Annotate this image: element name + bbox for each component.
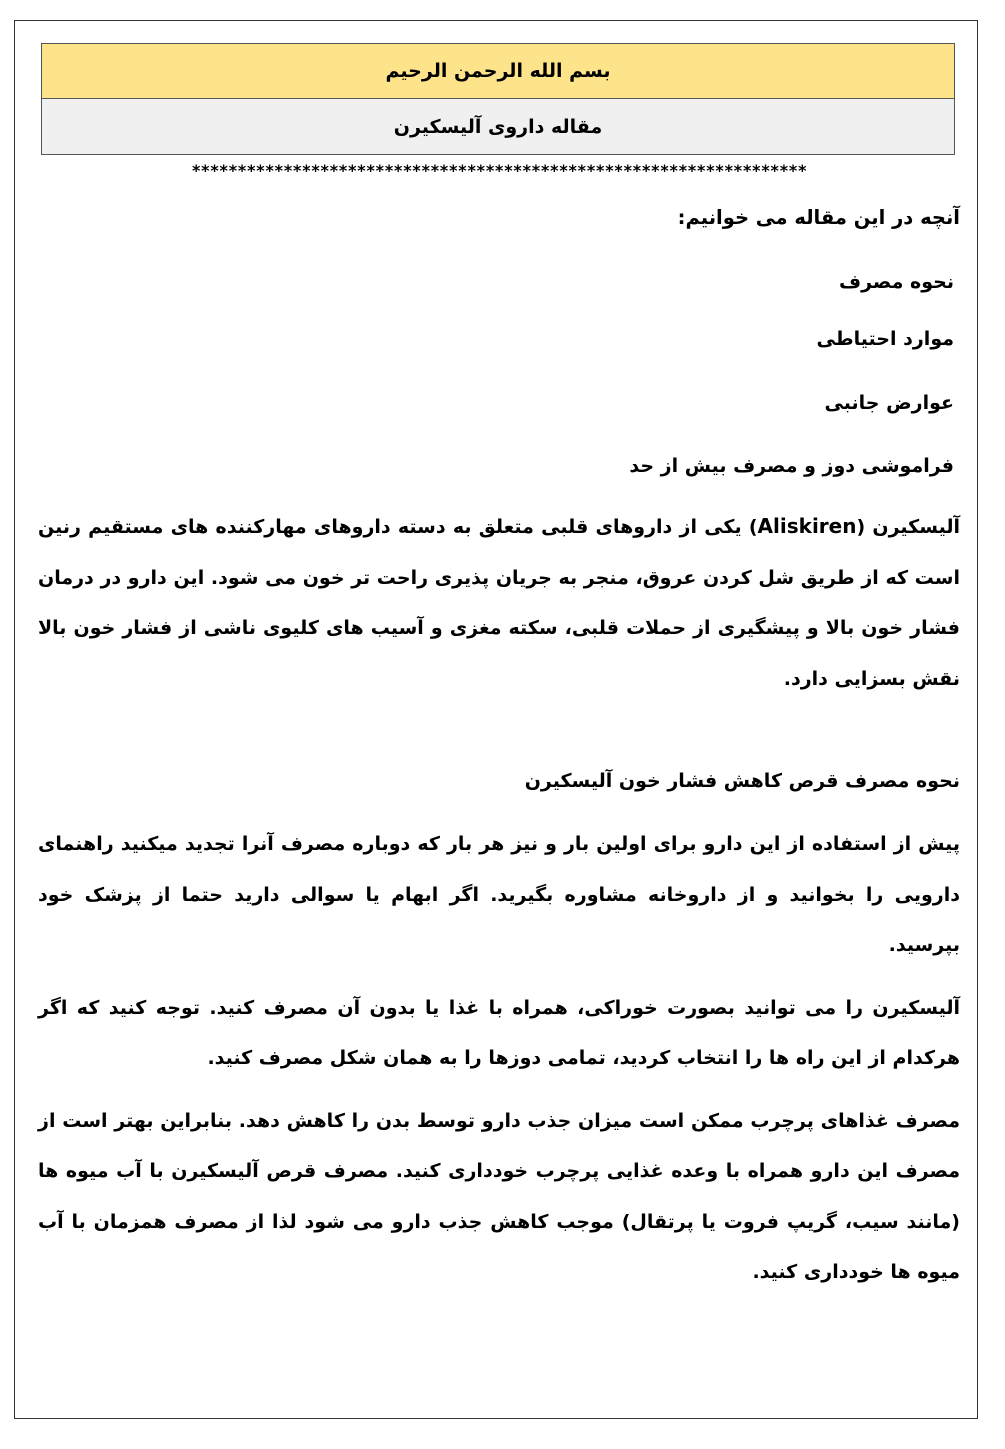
- intro-paragraph: [38, 501, 960, 704]
- toc-item-usage: نحوه مصرف: [839, 271, 954, 293]
- table-of-contents: [38, 267, 960, 481]
- drug-latin-name: Aliskiren: [757, 514, 857, 538]
- intro-lead: آلیسکیرن (: [856, 516, 960, 538]
- usage-section-heading: نحوه مصرف قرص کاهش فشار خون آلیسکیرن: [524, 770, 960, 792]
- toc-heading: آنچه در این مقاله می خوانیم:: [677, 206, 960, 229]
- toc-item-side-effects: عوارض جانبی: [824, 392, 954, 414]
- article-content: [38, 196, 960, 1298]
- article-title: مقاله داروی آلیسکیرن: [42, 99, 954, 154]
- toc-item-missed-dose: فراموشی دوز و مصرف بیش از حد: [629, 455, 954, 477]
- toc-item-precautions: موارد احتیاطی: [816, 328, 954, 350]
- usage-paragraph-3: مصرف غذاهای پرچرب ممکن است میزان جذب دارو توسط بدن را کاهش دهد. بنابراین بهتر است از مصرف این دارو همراه با وعده غذایی پرچرب خودداری کنید. مصرف قرص آلیسکیرن با آب میوه ها (مانند سیب، گریپ فروت یا پرتقال) موجب کاهش جذب دارو می شود لذا از مصرف همزمان با آب میوه ها خودداری کنید.: [38, 1109, 960, 1283]
- star-divider: *******************************************************************: [191, 161, 807, 180]
- title-table: [41, 43, 955, 155]
- intro-rest: ) یکی از داروهای قلبی متعلق به دسته داروهای مهارکننده های مستقیم رنین است که از طریق شل کردن عروق، منجر به جریان پذیری راحت تر خون می شود. این دارو در درمان فشار خون بالا و پیشگیری از حملات قلبی، سکته مغزی و آسیب های کلیوی ناشی از فشار خون بالا نقش بسزایی دارد.: [38, 516, 960, 690]
- bismillah-header: بسم الله الرحمن الرحیم: [42, 44, 954, 99]
- usage-paragraph-1: پیش از استفاده از این دارو برای اولین بار و نیز هر بار که دوباره مصرف آنرا تجدید میکنید راهنمای دارویی را بخوانید و از داروخانه مشاوره بگیرید. اگر ابهام یا سوالی دارید حتما از پزشک خود بپرسید.: [38, 833, 960, 956]
- usage-paragraph-2: آلیسکیرن را می توانید بصورت خوراکی، همراه با غذا یا بدون آن مصرف کنید. توجه کنید که اگر هرکدام از این راه ها را انتخاب کردید، تمامی دوزها را به همان شکل مصرف کنید.: [38, 996, 960, 1069]
